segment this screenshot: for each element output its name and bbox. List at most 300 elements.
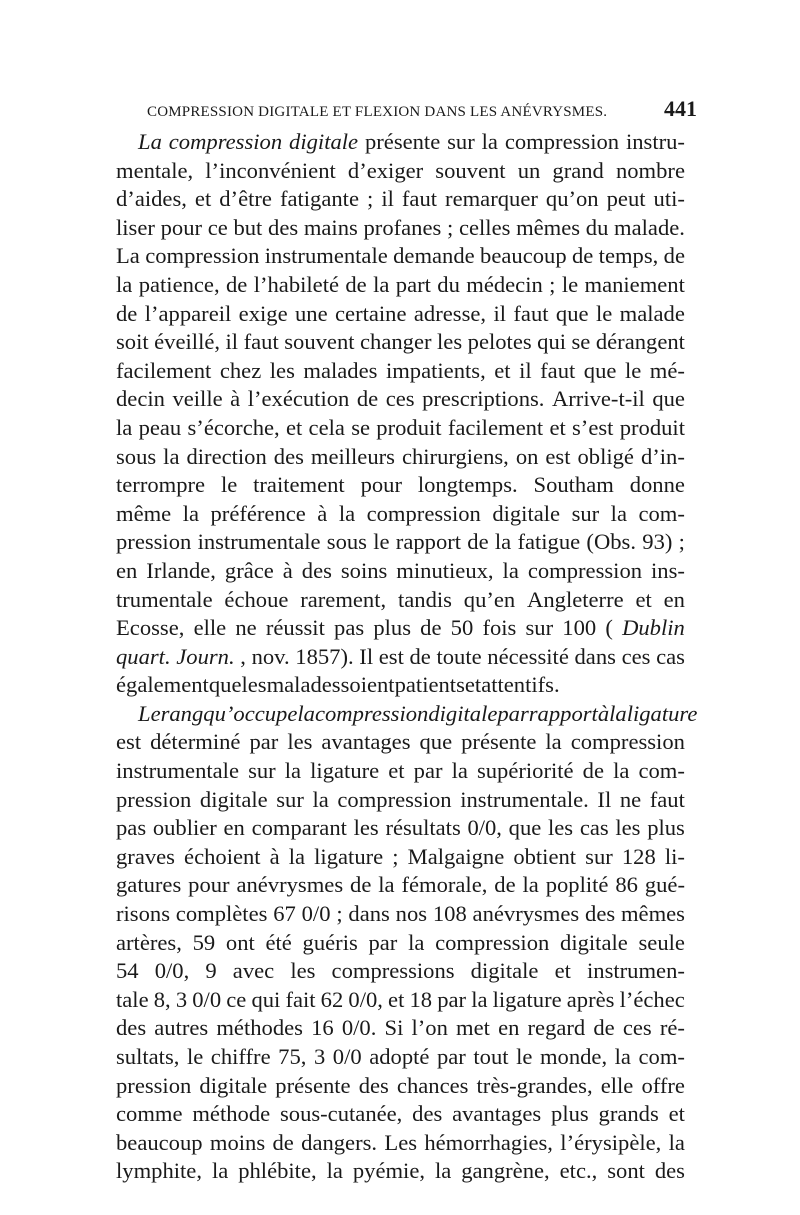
word: la [609,700,627,726]
word: cas [656,643,685,669]
word: demande [393,243,475,269]
word: la [312,786,329,812]
word: après [566,986,615,1012]
word: et [668,1101,685,1127]
word: la [288,843,306,869]
word: plus [373,615,411,641]
word: instrumentale [264,243,388,269]
word: du [585,214,609,240]
text-line [116,986,685,1015]
word: compression [314,700,429,726]
word: sur [525,615,554,641]
word: 0/0, [348,986,383,1012]
word: il [519,357,532,383]
word: de [420,615,442,641]
word: la [116,414,133,440]
word: offre [641,1072,685,1098]
word: et [388,986,405,1012]
text-line [116,757,685,786]
word: il [225,329,239,355]
word: Southam [533,472,614,498]
word: pour [360,472,402,498]
word: de [116,300,138,326]
word: anévrysmes [472,901,580,927]
word: 3 [313,1044,326,1069]
word: des [358,1072,389,1098]
text-line [116,557,685,586]
word: la [163,443,180,469]
word: sous [116,443,157,469]
word: instrumen- [587,958,685,984]
word: artères, [116,929,182,955]
word: sur [276,786,304,812]
body-text [116,128,698,1186]
word: Dublin [622,615,685,641]
word: sur [447,129,475,154]
word: est [545,443,571,469]
word: des [412,1101,443,1127]
word: souvent [284,329,355,355]
word: les [548,815,574,841]
word: instrumentale [116,758,239,784]
word: nos [395,901,428,927]
word: sultats, [116,1044,180,1069]
word: but [233,214,263,240]
word: temps, [598,243,659,269]
word: souvent [435,157,506,183]
word: beaucoup [480,243,567,269]
word: La [138,129,162,154]
word: et [194,186,212,212]
word: les [353,815,379,841]
word: rapport [528,700,598,726]
running-title: COMPRESSION DIGITALE ET FLEXION DANS LES ANÉVRYSMES. [147,104,608,120]
word: tout [473,1044,509,1069]
word: liser [116,214,155,240]
word: ( [605,615,613,641]
word: phlébite, [238,1158,317,1184]
word: pression [116,1072,192,1098]
word: se [351,414,371,440]
word: que [583,357,617,383]
word: ; [549,271,556,297]
word: la [182,500,200,526]
word: de [272,1129,294,1155]
word: la [451,758,468,784]
word: résultats [385,815,461,841]
word: rang [160,700,204,726]
word: plus [647,815,685,841]
word: ré- [659,1015,685,1041]
text-line [116,328,685,357]
word: La [116,243,140,269]
word: 8, [153,986,171,1012]
word: 75, [278,1044,307,1069]
text-line [116,614,685,643]
word: compressions [331,958,455,984]
word: risons [116,901,170,927]
word: ces [385,386,415,412]
word: rapport [395,529,462,555]
word: 86 [615,872,638,898]
word: il [381,186,394,212]
word: dangers. [301,1129,378,1155]
word: l’inconvénient [205,157,336,183]
word: de [593,1015,615,1041]
word: sur [248,758,276,784]
word: Journ. [176,643,235,669]
text-line [116,500,685,529]
word: 0/0 [192,986,222,1012]
word: ; [446,214,454,240]
word: l’échec [619,986,685,1012]
word: ins- [651,557,685,583]
word: profanes [363,214,442,240]
word: gatures [116,872,182,898]
word: la [378,872,395,898]
word: autres [154,1015,209,1041]
word: etc., [559,1158,598,1184]
word: avantages [321,729,411,755]
word: présente [364,129,441,154]
word: à [282,557,293,583]
word: méthode [192,1101,271,1127]
word: ce [207,214,228,240]
word: qu’occupe [203,700,298,726]
word: faut [401,186,438,212]
word: pelotes [467,329,532,355]
word: chez [219,357,262,383]
word: que [652,386,685,412]
word: beaucoup [116,1129,203,1155]
word: des [116,1015,147,1041]
word: présente [461,729,537,755]
word: la [522,872,539,898]
word: meilleurs [310,443,395,469]
word: fait [285,986,316,1012]
word: patience, [138,271,220,297]
text-line [116,871,685,900]
word: comme [116,1101,183,1127]
word: compression [435,929,550,955]
text-line [116,671,685,700]
word: soient [340,672,395,698]
word: 93) [642,529,673,555]
word: celles [458,214,511,240]
word: de [494,872,516,898]
word: 50 [450,615,474,641]
word: peut [606,186,646,212]
word: moins [209,1129,266,1155]
word: déterminé [150,729,241,755]
text-line [116,414,685,443]
word: Angleterre [527,586,624,612]
word: et [549,414,566,440]
word: nov. [251,643,290,669]
word: que [208,672,242,698]
word: à [269,843,280,869]
word: instru- [625,129,685,154]
word: cas [579,815,609,841]
word: 0/0, [467,815,502,841]
word: de [225,271,248,297]
word: des [654,1158,685,1184]
word: d’in- [640,443,685,469]
word: produit [619,414,685,440]
word: de [345,271,367,297]
word: chirurgiens, [401,443,509,469]
word: la [481,129,498,154]
word: mentale, [116,157,194,183]
word: des [301,557,332,583]
word: li- [664,843,685,869]
word: changer [360,329,432,355]
word: les [241,672,267,698]
word: mêmes [516,214,581,240]
word: compression [337,786,452,812]
word: sur [571,500,600,526]
word: digitale [560,929,628,955]
word: l’habileté [253,271,339,297]
word: médecin [466,271,543,297]
word: par [436,1044,466,1069]
word: par [437,986,467,1012]
word: mêmes [620,901,685,927]
word: oublier [152,815,217,841]
word: (Obs. [586,529,637,555]
word: , [240,643,246,669]
word: d’exiger [347,157,424,183]
word: ; [392,843,399,869]
word: certaine [335,300,407,326]
word: tandis [397,586,452,612]
word: elle [600,1072,634,1098]
word: des [268,214,299,240]
word: comparant [251,815,347,841]
word: malades [266,672,341,698]
text-line [116,271,685,300]
word: peau [138,414,182,440]
word: grands [598,1101,659,1127]
word: également [116,672,209,698]
text-line [116,300,685,329]
word: de [356,386,379,412]
word: faut [649,786,685,812]
word: l’on [411,1015,448,1041]
text-line [116,1072,685,1101]
text-line [116,471,685,500]
word: s’écorche, [187,414,280,440]
word: et [285,414,303,440]
word: qui [251,986,281,1012]
word: tale [116,986,149,1012]
word: les [269,357,295,383]
word: ; [678,529,685,555]
word: impatients, [385,357,486,383]
text-line [116,1157,685,1186]
word: digitale [289,129,359,154]
text-line [116,128,685,157]
text-line [116,1043,685,1072]
word: le [220,472,238,498]
word: gué- [644,872,685,898]
word: 16 [311,1015,334,1041]
word: digitale [199,786,268,812]
word: compression [527,557,643,583]
word: de [350,872,372,898]
word: en [116,557,138,583]
word: com- [638,1044,685,1069]
word: pression [116,786,192,812]
word: fois [482,615,517,641]
word: obtient [513,843,577,869]
word: fémorale, [401,872,488,898]
word: decin [116,386,165,412]
word: 0/0 [332,1044,362,1069]
word: qui [537,329,567,355]
word: Irlande, [146,557,216,583]
word: grand [552,157,604,183]
text-line [116,357,685,386]
word: éveillé, [154,329,221,355]
word: ne [619,786,642,812]
word: méthodes [216,1015,303,1041]
word: 100 [562,615,597,641]
word: d’aides, [116,186,187,212]
word: Arrive-t-il [551,386,645,412]
word: plus [551,1101,589,1127]
word: met [456,1015,490,1041]
word: soit [116,329,149,355]
text-line [116,900,685,929]
word: chances [396,1072,469,1098]
word: avantages [452,1101,542,1127]
word: prescriptions. [422,386,545,412]
word: 62 [320,986,344,1012]
word: pression [116,529,192,555]
word: fatigante [279,186,359,212]
word: en [498,1015,520,1041]
word: été [265,929,292,955]
text-line [116,700,698,729]
word: poplité [545,872,609,898]
word: s’est [572,414,614,440]
word: de [582,758,604,784]
word: malade [619,300,685,326]
text-line [116,1129,685,1158]
word: est [378,643,404,669]
word: une [295,300,328,326]
word: 3 [175,986,188,1012]
word: fatigue [517,529,581,555]
word: 54 [116,958,139,984]
word: adresse, [413,300,487,326]
word: faut [243,329,279,355]
word: l’érysipèle, [560,1129,662,1155]
word: les [290,958,316,984]
word: et [635,586,652,612]
text-line [116,528,685,557]
word: exige [238,300,288,326]
word: de [663,243,685,269]
word: ce [226,986,247,1012]
word: veille [172,386,223,412]
word: produit [376,414,442,440]
word: que [555,300,589,326]
word: des [585,901,616,927]
word: la [613,758,630,784]
word: un [517,157,541,183]
word: compression [366,500,481,526]
word: sont [607,1158,645,1184]
word: ligature [314,843,384,869]
word: Les [384,1129,418,1155]
word: le [186,1044,204,1069]
word: la [116,271,133,297]
word: instrumentale. [460,786,589,812]
word: patients [394,672,465,698]
word: com- [638,758,685,784]
word: Ecosse, [116,615,185,641]
word: pas [334,615,365,641]
word: présente [275,1072,351,1098]
word: lymphite, [116,1158,202,1184]
word: pour [160,214,203,240]
text-line [116,643,685,672]
word: compression [504,129,620,154]
word: la [297,700,315,726]
text-line [116,443,685,472]
word: ces [622,1015,652,1041]
text-line [116,786,685,815]
word: ligature [492,986,562,1012]
word: sous [326,529,367,555]
word: de [467,529,489,555]
word: par [249,729,279,755]
word: faut [513,300,549,326]
word: mé- [649,357,685,383]
word: regard [527,1015,586,1041]
text-line [116,1100,685,1129]
word: le [595,300,613,326]
word: échoient [184,843,261,869]
word: faut [540,357,576,383]
word: rarement, [300,586,387,612]
word: hémorrhagies, [424,1129,553,1155]
word: sur [585,843,613,869]
word: Le [138,700,161,726]
word: la [610,500,627,526]
word: compression [168,129,283,154]
word: 0/0, [154,958,190,984]
word: que [508,815,542,841]
word: adopté [369,1044,430,1069]
word: la [494,529,512,555]
word: des [273,443,304,469]
text-line [116,385,685,414]
word: la [471,986,488,1012]
word: échoue [224,586,289,612]
word: 59 [192,929,216,955]
word: remarquer [445,186,538,212]
word: par [368,929,398,955]
word: l’appareil [144,300,232,326]
word: mains [303,214,358,240]
word: compression [145,243,260,269]
word: complètes [175,901,268,927]
word: ; [336,901,343,927]
word: le [516,1044,533,1069]
